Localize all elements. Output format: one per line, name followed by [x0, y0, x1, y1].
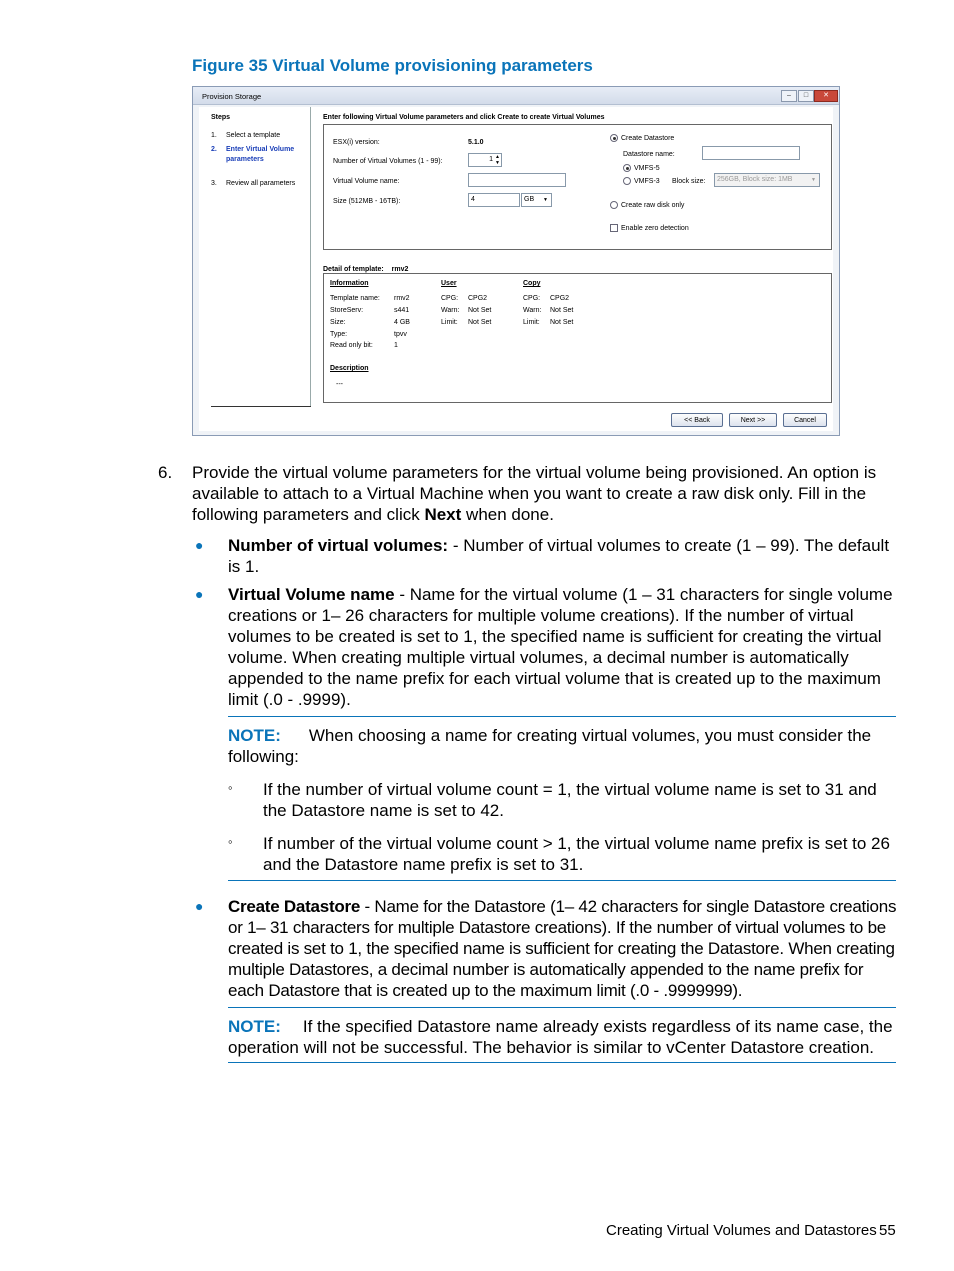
- note-text: When choosing a name for creating virtual volumes, you must consider the following:: [228, 726, 872, 766]
- note-item: If number of the virtual volume count > 1, the virtual volume name prefix is set to 26 and the Datastore name prefix is set to 31.: [263, 834, 890, 874]
- note-rule: [228, 716, 896, 717]
- size-unit-value: GB: [524, 196, 535, 203]
- zero-detect-checkbox[interactable]: [610, 224, 618, 232]
- bullet-item: [228, 535, 898, 577]
- info-key: StoreServ:: [330, 307, 364, 314]
- info-value: 1: [394, 342, 398, 349]
- step-6-next-bold: Next: [424, 505, 462, 524]
- info-value: tpvv: [394, 331, 407, 338]
- note-1: [228, 725, 898, 767]
- circle-bullet-icon: ◦: [228, 834, 233, 849]
- step-num: 1.: [211, 132, 217, 139]
- footer-section: Creating Virtual Volumes and Datastores: [606, 1222, 877, 1239]
- vmfs5-radio[interactable]: [623, 164, 631, 172]
- note-rule: [228, 1007, 896, 1008]
- copy-value: Not Set: [550, 319, 574, 326]
- instruction-text: Enter following Virtual Volume parameters and click Create to create Virtual Volumes: [323, 114, 605, 121]
- copy-key: CPG:: [523, 295, 541, 302]
- vv-name-input[interactable]: [468, 173, 566, 187]
- note-text: If the specified Datastore name already exists regardless of its name case, the operation will not be successful. The behavior is similar to vCenter Datastore creation.: [228, 1017, 893, 1057]
- step-6-text-a: Provide the virtual volume parameters for the virtual volume being provisioned. An option is available to attach to a Virtual Machine when you want to create a raw disk only. Fill in the following parameters and click: [192, 463, 877, 524]
- bullet-icon: ●: [195, 898, 204, 914]
- bullet-icon: ●: [195, 586, 204, 602]
- info-value: s441: [394, 307, 410, 314]
- block-size-select[interactable]: [714, 173, 820, 187]
- info-value: 4 GB: [394, 319, 410, 326]
- info-key: Size:: [330, 319, 346, 326]
- description-header: Description: [330, 365, 369, 372]
- bullet-item: [228, 584, 898, 710]
- step-6-text: [192, 462, 892, 525]
- step-number: 6.: [158, 463, 173, 482]
- note-2: [228, 1016, 898, 1058]
- figure-caption: Figure 35 Virtual Volume provisioning parameters: [192, 56, 593, 75]
- bullet-term: Create Datastore: [228, 897, 361, 916]
- datastore-name-input[interactable]: [702, 146, 800, 160]
- bullet-term: Number of virtual volumes:: [228, 536, 449, 555]
- dialog-title: Provision Storage: [202, 92, 262, 101]
- divider: [211, 406, 311, 407]
- size-input[interactable]: 4: [468, 193, 520, 207]
- bullet-text: - Name for the Datastore (1– 42 characters for single Datastore creations or 1– 31 characters for multiple Datastore creations). If the number of virtual volumes to be created is set to 1, the specified name is sufficient for creating the Datastore. When creating multiple Datastores, a decimal number is automatically appended to the name prefix for each Datastore that is created up to the maximum limit (.0 - .9999999).: [228, 897, 897, 1000]
- dialog-content: [199, 107, 833, 431]
- create-datastore-label: Create Datastore: [621, 135, 675, 142]
- copy-key: Warn:: [523, 307, 542, 314]
- dialog-titlebar: [193, 87, 839, 105]
- close-icon[interactable]: ✕: [814, 90, 838, 102]
- block-size-label: Block size:: [672, 178, 706, 185]
- page-number: 55: [879, 1222, 896, 1239]
- bullet-text: - Number of virtual volumes to create (1 – 99). The default is 1.: [228, 536, 890, 576]
- note-label: NOTE:: [228, 726, 281, 745]
- step-num: 2.: [211, 146, 217, 153]
- steps-header: Steps: [211, 114, 231, 121]
- user-value: Not Set: [468, 307, 492, 314]
- block-size-value: 256GB, Block size: 1MB: [717, 176, 793, 183]
- step-label: Enter Virtual Volume parameters: [226, 146, 295, 163]
- copy-value: Not Set: [550, 307, 574, 314]
- detail-header: [323, 266, 408, 273]
- step-num: 3.: [211, 180, 217, 187]
- vmfs3-radio[interactable]: [623, 177, 631, 185]
- zero-detect-label: Enable zero detection: [621, 225, 689, 232]
- num-vols-stepper[interactable]: [468, 153, 502, 167]
- num-vols-value: 1: [489, 156, 493, 163]
- circle-bullet-icon: ◦: [228, 780, 233, 795]
- note-label: NOTE:: [228, 1017, 281, 1036]
- back-button[interactable]: << Back: [671, 413, 723, 427]
- info-key: Read only bit:: [330, 342, 373, 349]
- chevron-down-icon: ▼: [811, 177, 816, 183]
- parameters-box: [323, 124, 832, 250]
- user-key: CPG:: [441, 295, 459, 302]
- size-label: Size (512MB - 16TB):: [333, 198, 401, 205]
- info-key: Type:: [330, 331, 348, 338]
- minimize-icon[interactable]: –: [781, 90, 797, 102]
- bullet-term: Virtual Volume name: [228, 585, 395, 604]
- note-rule: [228, 880, 896, 881]
- create-datastore-radio[interactable]: [610, 134, 618, 142]
- info-header: Information: [330, 280, 369, 287]
- create-raw-label: Create raw disk only: [621, 202, 685, 209]
- spinner-icon[interactable]: ▲ ▼: [495, 154, 500, 166]
- steps-panel: [199, 107, 311, 407]
- copy-value: CPG2: [550, 295, 570, 302]
- datastore-name-label: Datastore name:: [623, 151, 675, 158]
- copy-key: Limit:: [523, 319, 540, 326]
- user-key: Limit:: [441, 319, 458, 326]
- esx-label: ESX(i) version:: [333, 139, 380, 146]
- template-detail-box: [323, 273, 832, 403]
- bullet-item: [228, 896, 898, 1001]
- step-label: Select a template: [226, 132, 281, 139]
- esx-value: 5.1.0: [468, 139, 484, 146]
- user-key: Warn:: [441, 307, 460, 314]
- num-vols-label: Number of Virtual Volumes (1 - 99):: [333, 158, 443, 165]
- vv-name-label: Virtual Volume name:: [333, 178, 400, 185]
- cancel-button[interactable]: Cancel: [783, 413, 827, 427]
- size-unit-select[interactable]: [521, 193, 552, 207]
- info-value: rmv2: [394, 295, 410, 302]
- user-value: CPG2: [468, 295, 488, 302]
- note-rule: [228, 1062, 896, 1063]
- vmfs5-label: VMFS-5: [634, 165, 660, 172]
- step-6-text-b: when done.: [461, 505, 554, 524]
- bullet-icon: ●: [195, 537, 204, 553]
- chevron-down-icon: ▼: [543, 197, 548, 203]
- detail-template: rmv2: [391, 266, 409, 273]
- create-raw-radio[interactable]: [610, 201, 618, 209]
- info-key: Template name:: [330, 295, 380, 302]
- bullet-text: - Name for the virtual volume (1 – 31 characters for single volume creations or 1– 26 characters for multiple volume creations). If the number of virtual volumes to be created is set to 1, the specified name is sufficient for creating the virtual volume. When creating multiple virtual volumes, a decimal number is automatically appended to the name prefix for each virtual volume that is created up to the maximum limit (.0 - .9999).: [228, 585, 893, 709]
- detail-label: Detail of template:: [323, 266, 384, 273]
- user-value: Not Set: [468, 319, 492, 326]
- note-item: If the number of virtual volume count = 1, the virtual volume name is set to 31 and the Datastore name is set to 42.: [263, 780, 877, 820]
- next-button[interactable]: Next >>: [729, 413, 777, 427]
- maximize-icon[interactable]: □: [798, 90, 814, 102]
- vmfs3-label: VMFS-3: [634, 178, 660, 185]
- step-label: Review all parameters: [226, 180, 296, 187]
- copy-header: Copy: [523, 280, 541, 287]
- provision-storage-dialog: [192, 86, 840, 436]
- user-header: User: [441, 280, 457, 287]
- description-value: ---: [336, 381, 343, 388]
